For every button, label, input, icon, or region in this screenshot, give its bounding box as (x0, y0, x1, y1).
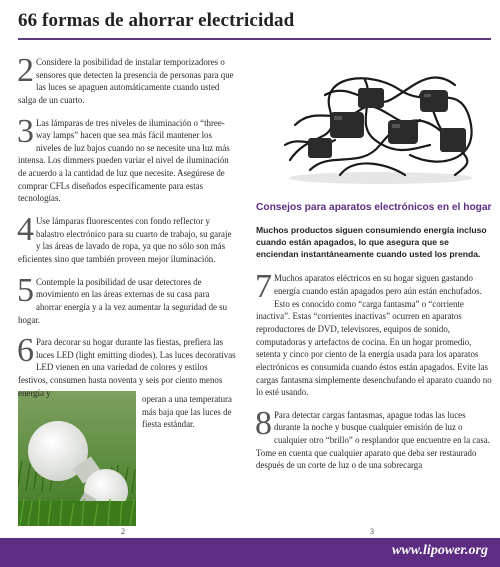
page-number-left: 2 (121, 527, 125, 536)
tip-text: Considere la posibilidad de instalar temporizadores o sensores que detecten la presencia de personas para que las luces se apaguen automáticamente cuando usted salga de un cuarto. (18, 57, 234, 105)
tip-text: Para decorar su hogar durante las fiestas, prefiera las luces LED (light emitting diodes). Las luces decorativas LED vienen en una variedad de colores y estilos festivos, consumen hasta noventa y seis por ciento menos energía y (18, 337, 236, 398)
tip-text: Muchos aparatos eléctricos en su hogar siguen gastando energía cuando están apagados pero aún están enchufados. Esto es conocido como “carga fantasma” o “corriente inactiva”. Estas “corrientes inactivas” ocurren en aparatos reproductores de DVD, televisores, equipos de sonido, computadoras y artefactos de cocina. En un hogar promedio, setenta y cinco por ciento de la energía usada para los aparatos electrónicos es consumida cuando éstos están apagados. Evite las cargas fantasma simplemente desenchufando el aparato cuando no lo esté usando. (256, 273, 492, 398)
tip-number: 4 (17, 211, 34, 249)
tip-number: 7 (255, 268, 272, 306)
tip-4 (17, 211, 236, 266)
tip-text: Use lámparas fluorescentes con fondo reflector y balastro electrónico para su cuarto de trabajo, su garaje y las áreas de lavado de ropa, ya que no sólo son más eficientes sino que también proveen mejor iluminación. (18, 216, 232, 264)
tip-number: 8 (255, 404, 272, 442)
tip-number: 2 (17, 52, 34, 89)
tip-7 (255, 268, 492, 398)
tip-number: 6 (17, 332, 34, 370)
footer-bar (0, 538, 500, 567)
bulbs-on-grass-photo (18, 391, 136, 526)
website-link[interactable]: www.lipower.org (392, 543, 488, 558)
page-number-right: 3 (370, 527, 374, 536)
tip-8 (255, 404, 492, 472)
section-heading: Consejos para aparatos electrónicos en el hogar (256, 202, 492, 213)
title-divider (18, 38, 491, 40)
section-intro: Muchos productos siguen consumiendo energía incluso cuando están apagados, lo que asegura que se enciendan instantáneamente cuando usted los prenda. (256, 224, 487, 260)
adapters-photo (270, 50, 492, 190)
page-title: 66 formas de ahorrar electricidad (18, 10, 295, 31)
tip-6-continuation: operan a una temperatura más baja que las luces de fiesta estándar. (142, 394, 232, 430)
tip-number: 5 (17, 271, 34, 309)
tip-text: Contemple la posibilidad de usar detectores de movimiento en las áreas externas de su casa para ahorrar energía y a la vez aumentar la seguridad de su hogar. (18, 276, 228, 325)
left-column (17, 52, 236, 409)
tip-text: Para detectar cargas fantasmas, apague todas las luces durante la noche y busque cualquier emisión de luz o cualquier otro “brillo” o resplandor que encuentre en la casa. Tome en cuenta que cualquier aparato que deba ser restaurado después de un corte de luz o de una sobrecarga (256, 409, 490, 471)
tip-2 (17, 52, 236, 107)
tip-3 (17, 112, 236, 205)
tip-number: 3 (17, 112, 34, 150)
tip-text: Las lámparas de tres niveles de iluminación o “three-way lamps” hacen que sea más fácil mantener los niveles de luz bajos cuando no se necesite una luz más intensa. Los dimmers pueden variar el nivel de iluminación de acuerdo a la cantidad de luz que necesite. Asegúrese de comprar CFLs diseñados específicamente para estas tecnologías. (18, 117, 230, 204)
right-column (256, 201, 492, 482)
tip-6 (17, 332, 236, 399)
tip-5 (17, 271, 236, 327)
